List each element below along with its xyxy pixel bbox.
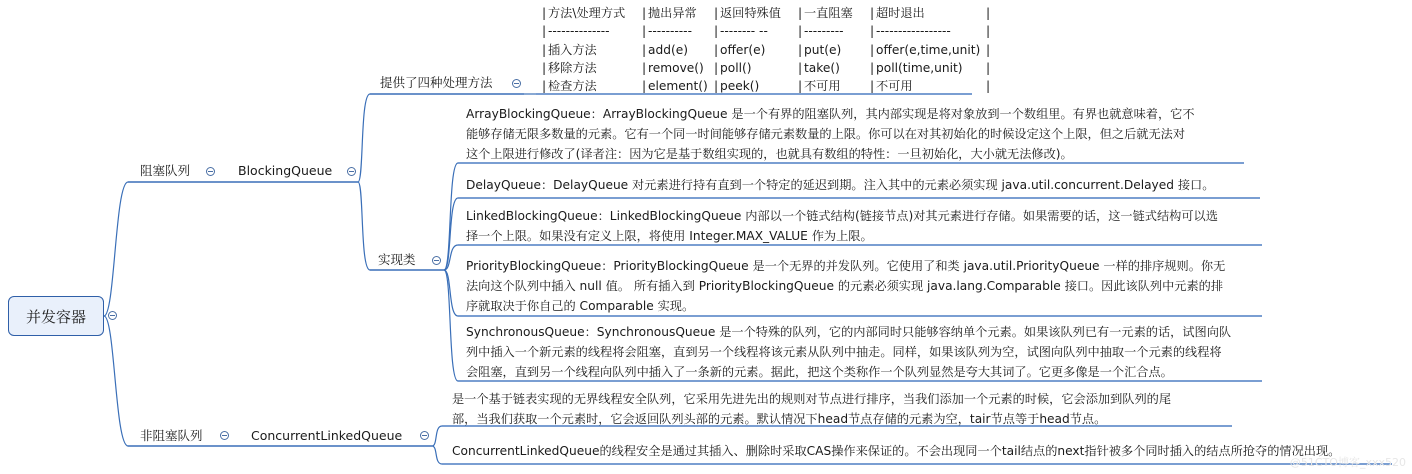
collapse-nonblocking-icon[interactable] (220, 431, 229, 440)
table-cell: 返回特殊值 (720, 6, 781, 20)
table-separator: | (869, 60, 875, 75)
table-separator: | (713, 6, 719, 20)
table-separator: | (541, 6, 547, 20)
table-row (540, 4, 992, 22)
table-separator: | (541, 24, 547, 39)
impl-linked-blocking-queue (466, 206, 1218, 246)
collapse-methods-icon[interactable] (512, 79, 521, 88)
table-separator: | (541, 79, 547, 94)
table-cell: poll(time,unit) (876, 60, 963, 75)
collapse-blocking-icon[interactable] (206, 167, 215, 176)
table-separator: | (797, 6, 803, 20)
topic-methods-label: 提供了四种处理方法 (380, 75, 493, 90)
description-line: DelayQueue：DelayQueue 对元素进行持有直到一个特定的延迟到期。注入其中的元素必须实现 java.util.concurrent.Delayed 接口。 (466, 178, 1215, 192)
table-cell: offer(e,time,unit) (876, 42, 981, 57)
topic-blockingqueue-interface[interactable] (238, 163, 332, 179)
description-line: LinkedBlockingQueue：LinkedBlockingQueue 内部以一个链式结构(链接节点)对其元素进行存储。如果需要的话，这一链式结构可以选 (466, 209, 1218, 223)
table-separator: | (985, 79, 991, 94)
table-cell: 移除方法 (548, 60, 597, 75)
table-separator: | (985, 24, 991, 39)
table-separator: | (797, 60, 803, 75)
table-separator: | (869, 79, 875, 94)
table-separator: | (713, 79, 719, 94)
edge-clq-note2 (432, 446, 442, 464)
table-separator: | (985, 60, 991, 75)
table-separator: | (641, 79, 647, 94)
topic-blocking-queue[interactable] (140, 163, 190, 179)
edge-clq-note1 (432, 426, 442, 446)
topic-nonblocking-queue[interactable] (140, 428, 203, 444)
collapse-root-icon[interactable] (108, 311, 117, 320)
impl-priority-blocking-queue (466, 256, 1225, 316)
table-separator: | (541, 60, 547, 75)
table-cell: 一直阻塞 (804, 6, 853, 20)
table-cell: element() (648, 79, 708, 94)
description-line: 列中插入一个新元素的线程将会阻塞，直到另一个线程将该元素从队列中抽走。同样，如果该队列为空，试图向队列中抽取一个元素的线程将 (466, 345, 1222, 359)
table-row (540, 41, 992, 59)
collapse-impl-icon[interactable] (432, 256, 441, 265)
table-row (540, 59, 992, 77)
topic-methods[interactable] (380, 75, 493, 91)
table-separator: | (869, 24, 875, 39)
description-line: ArrayBlockingQueue：ArrayBlockingQueue 是一个有界的阻塞队列，其内部实现是将对象放到一个数组里。有界也就意味着，它不 (466, 107, 1195, 121)
description-line: 这个上限进行修改了(译者注：因为它是基于数组实现的，也就具有数组的特性：一旦初始化，大小就无法修改)。 (466, 147, 1073, 161)
table-separator: | (713, 42, 719, 57)
table-cell: --------- (804, 24, 844, 39)
table-separator: | (641, 60, 647, 75)
table-cell: take() (804, 60, 840, 75)
table-separator: | (797, 79, 803, 94)
topic-clq-label: ConcurrentLinkedQueue (251, 428, 403, 443)
table-cell: 超时退出 (876, 6, 925, 20)
table-cell: poll() (720, 60, 752, 75)
table-cell: 检查方法 (548, 79, 597, 94)
table-cell: add(e) (648, 42, 688, 57)
topic-blockingqueue-label: BlockingQueue (238, 163, 333, 178)
table-cell: 不可用 (804, 79, 841, 94)
description-line: ConcurrentLinkedQueue的线程安全是通过其插入、删除时采取CAS操作来保证的。不会出现同一个tail结点的next指针被多个同时插入的结点所抢夺的情况出现。 (452, 444, 1341, 458)
table-separator: | (641, 24, 647, 39)
topic-concurrentlinkedqueue[interactable] (251, 428, 402, 444)
table-separator: | (713, 60, 719, 75)
table-separator: | (641, 42, 647, 57)
topic-implementations-label: 实现类 (378, 252, 416, 267)
table-separator: | (713, 24, 719, 39)
table-cell: -------- -- (720, 24, 768, 39)
description-line: 部，当我们获取一个元素时，它会返回队列头部的元素。默认情况下head节点存储的元素为空，tair节点等于head节点。 (452, 412, 1107, 426)
table-separator: | (797, 42, 803, 57)
description-line: 能够存储无限多数量的元素。它有一个同一时间能够存储元素数量的上限。你可以在对其初始化的时候设定这个上限，但之后就无法对 (466, 127, 1186, 141)
methods-table (540, 4, 992, 95)
edge-impl-priority (444, 270, 458, 316)
root-topic-label: 并发容器 (25, 307, 86, 326)
table-separator: | (869, 42, 875, 57)
table-cell: put(e) (804, 42, 842, 57)
topic-implementations[interactable] (378, 252, 416, 268)
table-separator: | (541, 42, 547, 57)
table-cell: 方法\处理方式 (548, 6, 626, 20)
description-line: 是一个基于链表实现的无界线程安全队列，它采用先进先出的规则对节点进行排序，当我们添加一个元素的时候，它会添加到队列的尾 (452, 392, 1172, 406)
table-row (540, 77, 992, 95)
watermark: @51CTO博客_xxx520 (1289, 456, 1406, 469)
table-cell: 插入方法 (548, 42, 597, 57)
table-cell: peek() (720, 79, 760, 94)
table-cell: ----------------- (876, 24, 951, 39)
topic-nonblocking-queue-label: 非阻塞队列 (140, 428, 203, 443)
table-cell: remove() (648, 60, 704, 75)
table-separator: | (797, 24, 803, 39)
table-cell: offer(e) (720, 42, 766, 57)
table-cell: -------------- (548, 24, 610, 39)
clq-note-description (452, 389, 1171, 429)
description-line: PriorityBlockingQueue：PriorityBlockingQueue 是一个无界的并发队列。它使用了和类 java.util.PriorityQueue 一样的排序规则。你无 (466, 259, 1226, 273)
collapse-blockingqueue-icon[interactable] (347, 167, 356, 176)
description-line: 会阻塞，直到另一个线程向队列中插入了一条新的元素。据此，把这个类称作一个队列显然是夸大其词了。它更多像是一个汇合点。 (466, 365, 1173, 379)
table-cell: 抛出异常 (648, 6, 697, 20)
description-line: SynchronousQueue：SynchronousQueue 是一个特殊的队列，它的内部同时只能够容纳单个元素。如果该队列已有一元素的话，试图向队 (466, 325, 1232, 339)
clq-note-thread-safety (452, 441, 1340, 461)
edge-impl-sync (444, 270, 458, 381)
table-separator: | (985, 6, 991, 20)
table-separator: | (869, 6, 875, 20)
root-topic[interactable] (8, 296, 104, 336)
edge-root-blocking (104, 182, 128, 316)
description-line: 序就取决于你自己的 Comparable 实现。 (466, 299, 695, 313)
edge-bq-impl (358, 182, 370, 270)
table-separator: | (641, 6, 647, 20)
topic-blocking-queue-label: 阻塞队列 (140, 163, 191, 178)
table-cell: ---------- (648, 24, 692, 39)
table-cell: 不可用 (876, 79, 913, 94)
impl-delay-queue (466, 175, 1214, 195)
table-row (540, 22, 992, 40)
table-separator: | (985, 42, 991, 57)
impl-array-blocking-queue (466, 104, 1195, 164)
edge-bq-methods (358, 94, 370, 182)
impl-synchronous-queue (466, 322, 1231, 382)
description-line: 法向这个队列中插入 null 值。 所有插入到 PriorityBlockingQueue 的元素必须实现 java.lang.Comparable 接口。因此该队列中元素的排 (466, 279, 1224, 293)
collapse-clq-icon[interactable] (420, 431, 429, 440)
description-line: 择一个上限。如果没有定义上限，将使用 Integer.MAX_VALUE 作为上限。 (466, 229, 873, 243)
edge-root-nonblocking (104, 316, 128, 446)
